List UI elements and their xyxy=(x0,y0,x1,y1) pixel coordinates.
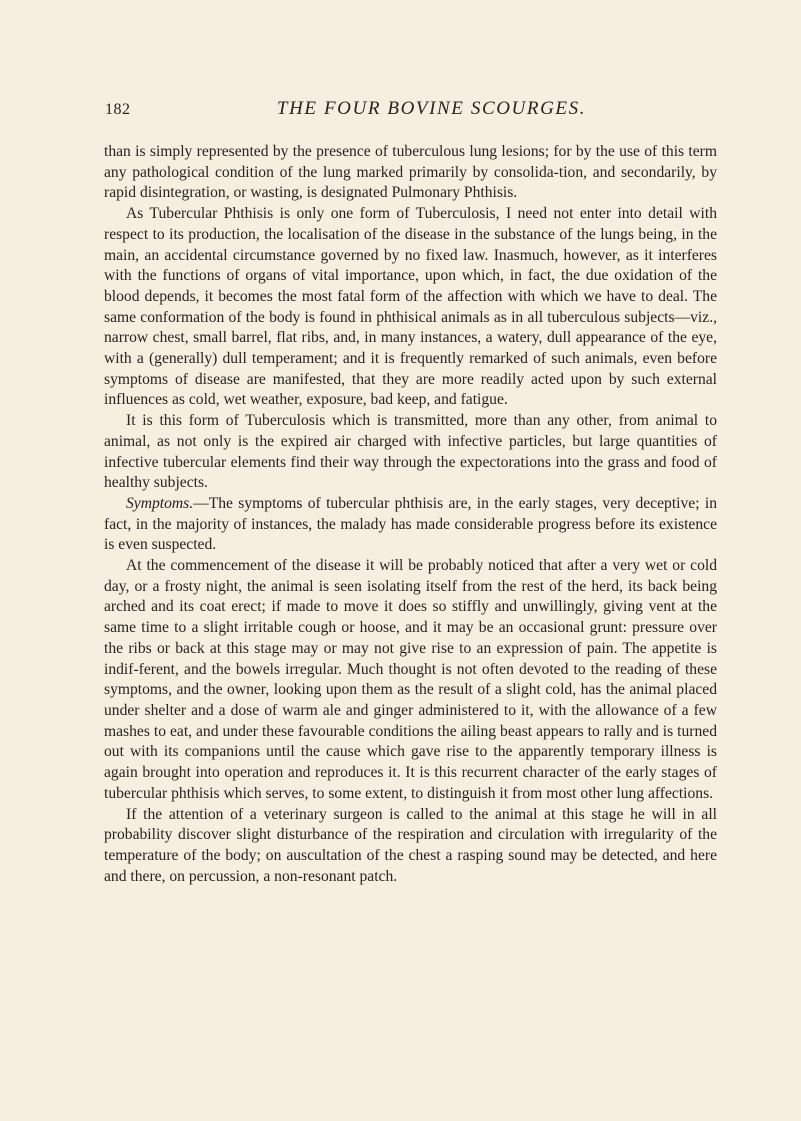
paragraph-text: —The symptoms of tubercular phthisis are, in the early stages, very deceptive; in fact, in the majority of instances, the malady has made considerable progress before its existence is even suspected. xyxy=(104,494,717,554)
section-lead: Symptoms. xyxy=(126,494,194,512)
paragraph: than is simply represented by the presence of tuberculous lung lesions; for by the use of this term any pathological condition of the lung marked primarily by consolida-tion, and secondarily, by rapid disintegration, or wasting, is designated Pulmonary Phthisis. xyxy=(104,143,717,202)
page-header xyxy=(105,98,716,126)
paragraph: If the attention of a veterinary surgeon is called to the animal at this stage he will in all probability discover slight disturbance of the respiration and circulation with irregularity of the temperature of the body; on auscultation of the chest a rasping sound may be detected, and here and there, on percussion, a non-resonant patch. xyxy=(104,805,717,885)
running-head: THE FOUR BOVINE SCOURGES. xyxy=(276,98,587,119)
paragraph: At the commencement of the disease it will be probably noticed that after a very wet or cold day, or a frosty night, the animal is seen isolating itself from the rest of the herd, its back being arched and its coat erect; if made to move it does so stiffly and unwillingly, giving vent at the same time to a slight irritable cough or hoose, and it may be an occasional grunt: pressure over the ribs or back at this stage may or may not give rise to an expression of pain. The appetite is indif-ferent, and the bowels irregular. Much thought is not often devoted to the reading of these symptoms, and the owner, looking upon them as the result of a slight cold, has the animal placed under shelter and a dose of warm ale and ginger administered to it, with the allowance of a few mashes to eat, and under these favourable conditions the ailing beast appears to rally and is turned out with its companions until the cause which gave rise to the apparently temporary illness is again brought into operation and reproduces it. It is this recurrent character of the early stages of tubercular phthisis which serves, to some extent, to distinguish it from most other lung affections. xyxy=(104,557,717,802)
paragraph: As Tubercular Phthisis is only one form of Tuberculosis, I need not enter into detail with respect to its production, the localisation of the disease in the substance of the lungs being, in the main, an accidental circumstance governed by no fixed law. Inasmuch, however, as it interferes with the functions of organs of vital importance, upon which, in fact, the due oxidation of the blood depends, it becomes the most fatal form of the affection with which we have to deal. The same conformation of the body is found in phthisical animals as in all tuberculous subjects—viz., narrow chest, small barrel, flat ribs, and, in many instances, a watery, dull appearance of the eye, with a (generally) dull temperament; and it is frequently remarked of such animals, even before symptoms of disease are manifested, that they are more readily acted upon by such external influences as cold, wet weather, exposure, bad keep, and fatigue. xyxy=(104,205,717,409)
body-text xyxy=(104,142,717,887)
page-number: 182 xyxy=(105,101,131,118)
paragraph-symptoms xyxy=(104,494,717,556)
paragraph: It is this form of Tuberculosis which is transmitted, more than any other, from animal to animal, as not only is the expired air charged with infective particles, but large quantities of infective tubercular elements find their way through the expectorations into the grass and food of healthy subjects. xyxy=(104,412,717,492)
